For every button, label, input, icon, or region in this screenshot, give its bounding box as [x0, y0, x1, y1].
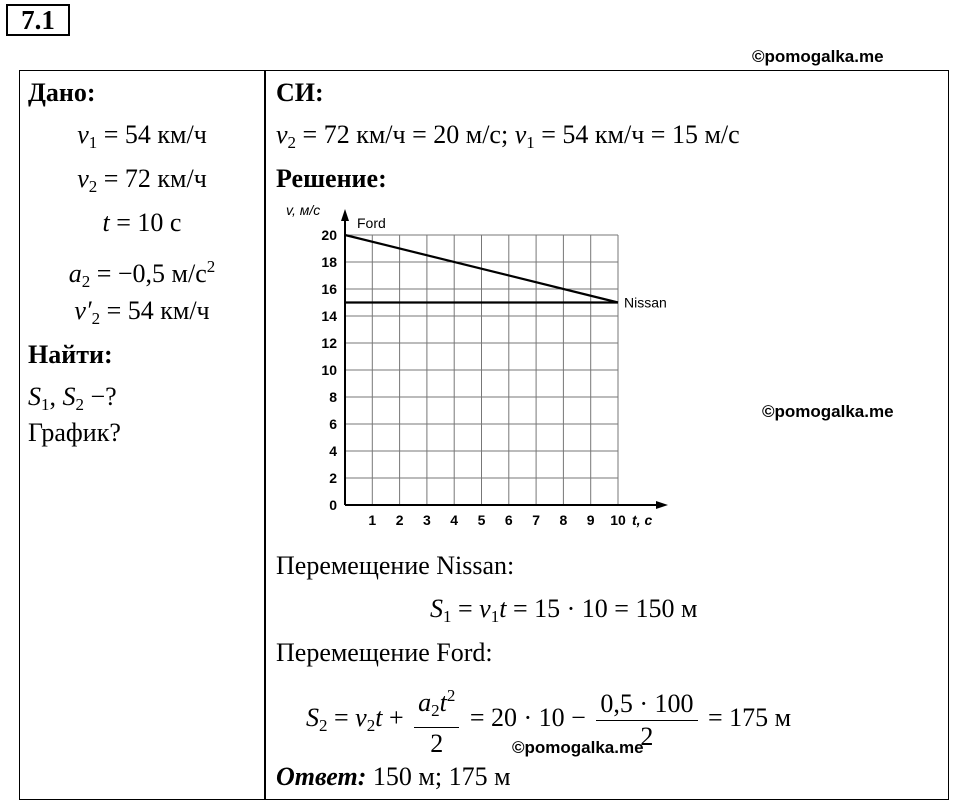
y-tick-label: 8 [329, 389, 337, 405]
s2-formula: $S_2 = v_2t$ + $\frac{a_2t^2}{2}$ = 20 · 10 − $\frac{0,5 \cdot 100}{2}$ = 175 м [306, 680, 791, 760]
y-tick-label: 0 [329, 497, 337, 513]
y-tick-label: 12 [321, 335, 337, 351]
s1-formula: $S_1 = v_1t = 15 \cdot 10 = 150$ м [430, 594, 698, 626]
x-tick-label: 6 [504, 512, 513, 528]
si-heading: СИ: [276, 78, 324, 107]
x-tick-label: 4 [450, 512, 459, 528]
y-tick-label: 6 [329, 416, 337, 432]
x-tick-label: 10 [610, 512, 626, 528]
y-axis-arrow [341, 209, 349, 221]
chart-series [345, 215, 667, 311]
watermark-middle: ©pomogalka.me [762, 402, 894, 421]
chart-ticks [286, 202, 652, 528]
x-tick-label: 3 [423, 512, 431, 528]
y-tick-label: 10 [321, 362, 337, 378]
x-axis-arrow [656, 501, 668, 509]
y-tick-label: 4 [329, 443, 337, 459]
series-label-nissan: Nissan [624, 294, 667, 311]
given-v2-prime: $v'_2 = 54$ км/ч [74, 296, 210, 328]
watermark-bottom: ©pomogalka.me [512, 738, 644, 757]
y-tick-label: 20 [321, 227, 337, 243]
x-tick-label: 7 [532, 512, 540, 528]
x-tick-label: 8 [559, 512, 568, 528]
velocity-chart [272, 198, 682, 538]
find-heading: Найти: [28, 340, 113, 369]
x-axis-label: t, с [632, 512, 653, 528]
ford-label: Перемещение Ford: [276, 638, 493, 667]
y-tick-label: 14 [321, 308, 337, 324]
given-v2: $v_2 = 72$ км/ч [77, 164, 207, 196]
y-tick-label: 18 [321, 254, 337, 270]
si-conversion: $v_2 = 72$ км/ч = 20 м/с; $v_1 = 54$ км/ч = 15 м/с [276, 120, 740, 152]
given-t: t = 10 с [102, 208, 182, 237]
given-a2: $a_2 = -0,5$ $м/с^2$ [68, 257, 216, 291]
column-divider [264, 70, 266, 800]
problem-number: 7.1 [6, 4, 70, 36]
answer: Ответ: 150 м; 175 м [276, 762, 511, 791]
watermark-top: ©pomogalka.me [752, 47, 884, 66]
find-line2: График? [28, 418, 121, 447]
y-axis-label: v, м/с [286, 202, 321, 218]
solution-heading: Решение: [276, 164, 387, 193]
x-tick-label: 9 [586, 512, 595, 528]
x-tick-label: 1 [368, 512, 377, 528]
y-tick-label: 16 [321, 281, 337, 297]
find-line1: $S_1$, $S_2$ −? [28, 382, 117, 414]
nissan-label: Перемещение Nissan: [276, 551, 515, 580]
chart-axes [341, 209, 668, 509]
given-heading: Дано: [28, 78, 96, 107]
x-tick-label: 5 [477, 512, 486, 528]
x-tick-label: 2 [395, 512, 404, 528]
given-v1: $v_1 = 54$ км/ч [77, 120, 207, 152]
y-tick-label: 2 [329, 470, 337, 486]
chart-grid [345, 235, 618, 505]
series-label-ford: Ford [357, 215, 386, 231]
